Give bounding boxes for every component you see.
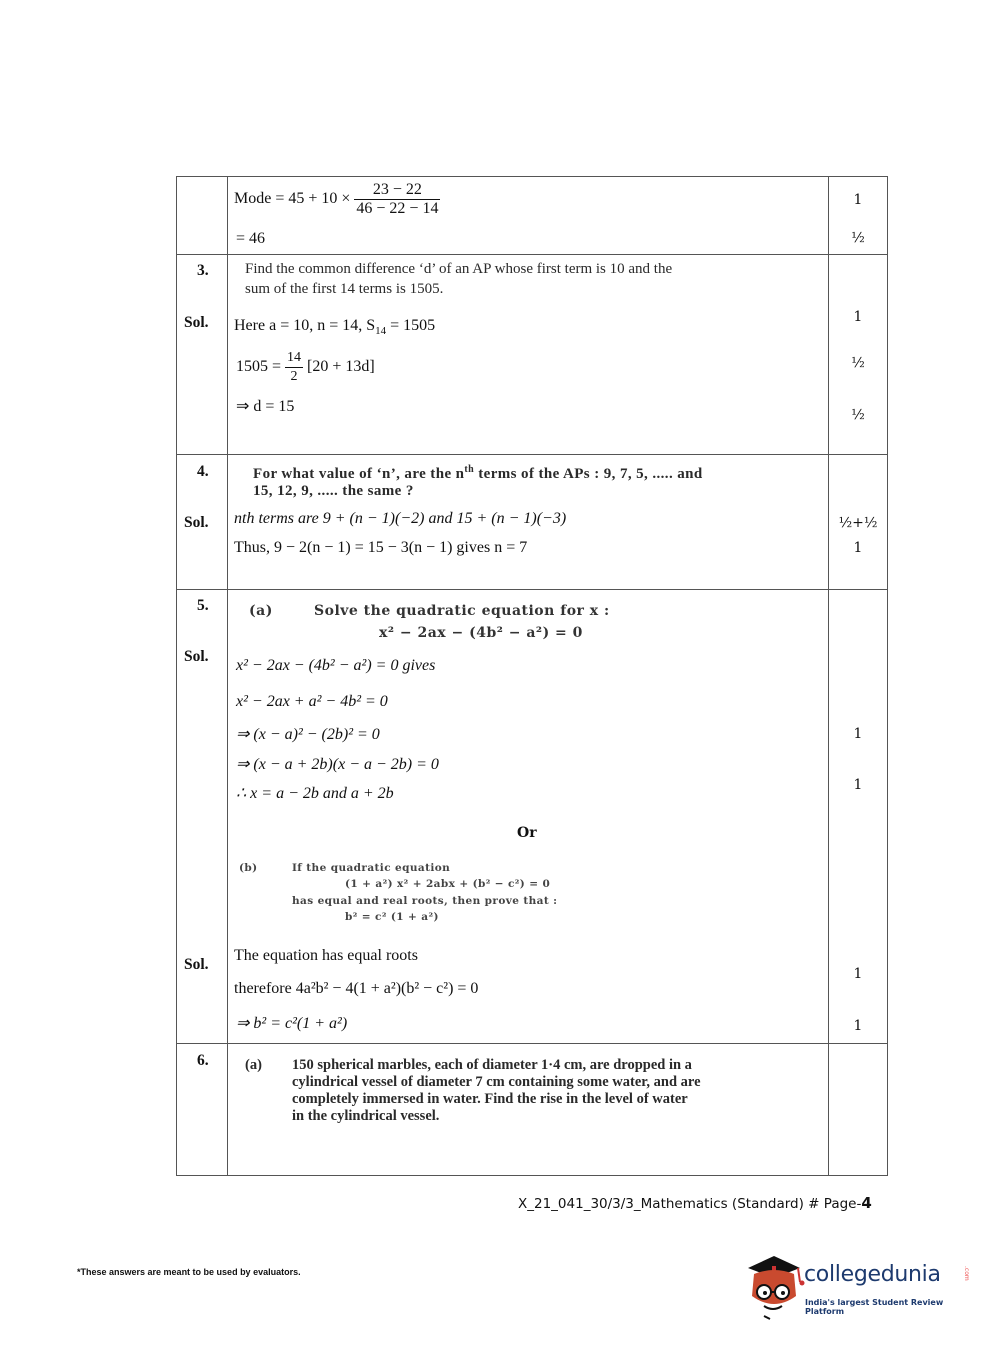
question-number: 6. bbox=[197, 1052, 209, 1069]
answer-table bbox=[176, 176, 888, 1176]
question-text: For what value of ‘n’, are the $n^{th}$ terms of the APs : 9, 7, 5, ..... and bbox=[253, 464, 703, 482]
question-text: 150 spherical marbles, each of diameter 1·4 cm, are dropped in a bbox=[292, 1057, 692, 1073]
solution-line: The equation has equal roots bbox=[234, 947, 418, 964]
column-divider bbox=[227, 177, 228, 1175]
evaluator-note: *These answers are meant to be used by evaluators. bbox=[77, 1267, 301, 1277]
marks: 1 bbox=[853, 726, 863, 742]
brand-logo bbox=[744, 1252, 974, 1322]
solution-line: nth terms are 9 + (n − 1)(−2) and 15 + (n − 1)(−3) bbox=[234, 510, 567, 527]
question-equation: x² − 2ax − (4b² − a²) = 0 bbox=[379, 625, 583, 641]
row-divider bbox=[177, 1043, 887, 1044]
solution-line: Thus, 9 − 2(n − 1) = 15 − 3(n − 1) gives n = 7 bbox=[234, 539, 528, 556]
question-text: cylindrical vessel of diameter 7 cm containing some water, and are bbox=[292, 1074, 701, 1090]
solution-line: Here a = 10, n = 14, $S_{14} = 1505$ bbox=[234, 317, 436, 338]
marks: 1 bbox=[853, 1018, 863, 1034]
solution-line: 1505 = $\frac{14}{2}$ [20 + 13d] bbox=[236, 350, 375, 384]
marks: ½+½ bbox=[838, 515, 878, 531]
question-text: has equal and real roots, then prove that : bbox=[292, 895, 558, 907]
question-text: sum of the first 14 terms is 1505. bbox=[245, 281, 444, 297]
question-text: If the quadratic equation bbox=[292, 862, 451, 874]
question-part: (a) bbox=[249, 603, 273, 619]
marks: 1 bbox=[853, 777, 863, 793]
solution-label: Sol. bbox=[184, 956, 209, 973]
marks: ½ bbox=[851, 407, 865, 423]
solution-line: therefore 4a²b² − 4(1 + a²)(b² − c²) = 0 bbox=[234, 980, 479, 997]
solution-line: ∴ x = a − 2b and a + 2b bbox=[236, 785, 394, 802]
question-number: 3. bbox=[197, 262, 209, 279]
question-part: (a) bbox=[245, 1057, 262, 1073]
question-text: Find the common difference ‘d’ of an AP whose first term is 10 and the bbox=[245, 261, 673, 277]
or-separator: Or bbox=[517, 825, 537, 841]
brand-name: collegedunia bbox=[804, 1262, 941, 1287]
row-divider bbox=[177, 589, 887, 590]
question-text: completely immersed in water. Find the rise in the level of water bbox=[292, 1091, 688, 1107]
question-text: 15, 12, 9, ..... the same ? bbox=[253, 483, 414, 499]
marks: 1 bbox=[853, 192, 863, 208]
row-divider bbox=[177, 454, 887, 455]
page-footer: X_21_041_30/3/3_Mathematics (Standard) # Page-4 bbox=[518, 1194, 872, 1212]
question-text: in the cylindrical vessel. bbox=[292, 1108, 440, 1124]
solution-line: x² − 2ax + a² − 4b² = 0 bbox=[236, 693, 388, 710]
solution-line: ⇒ d = 15 bbox=[236, 398, 295, 415]
marks: ½ bbox=[851, 230, 865, 246]
solution-line: ⇒ (x − a + 2b)(x − a − 2b) = 0 bbox=[236, 756, 439, 773]
mascot-icon bbox=[744, 1252, 806, 1322]
solution-label: Sol. bbox=[184, 514, 209, 531]
solution-line: x² − 2ax − (4b² − a²) = 0 gives bbox=[236, 657, 436, 674]
solution-label: Sol. bbox=[184, 648, 209, 665]
marks: 1 bbox=[853, 966, 863, 982]
row-divider bbox=[177, 254, 887, 255]
marks: ½ bbox=[851, 355, 865, 371]
marks: 1 bbox=[853, 540, 863, 556]
mode-fraction: $\frac{23 - 22}{46 - 22 - 14}$ bbox=[356, 181, 439, 217]
solution-line: ⇒ (x − a)² − (2b)² = 0 bbox=[236, 726, 380, 743]
mode-result: = 46 bbox=[236, 230, 266, 247]
brand-tagline: India's largest Student Review Platform bbox=[805, 1298, 944, 1316]
brand-domain: .com bbox=[963, 1266, 970, 1281]
question-number: 5. bbox=[197, 597, 209, 614]
question-text: Solve the quadratic equation for x : bbox=[314, 603, 610, 619]
marks: 1 bbox=[853, 309, 863, 325]
question-part: (b) bbox=[239, 862, 258, 874]
solution-label: Sol. bbox=[184, 314, 209, 331]
question-equation: b² = c² (1 + a²) bbox=[345, 911, 439, 923]
question-equation: (1 + a²) x² + 2abx + (b² − c²) = 0 bbox=[345, 878, 551, 890]
question-number: 4. bbox=[197, 463, 209, 480]
mode-formula: Mode = 45 + 10 × $\frac{23 - 22}{46 - 22 - 14}$ bbox=[234, 181, 439, 217]
solution-line: ⇒ b² = c²(1 + a²) bbox=[236, 1015, 348, 1032]
